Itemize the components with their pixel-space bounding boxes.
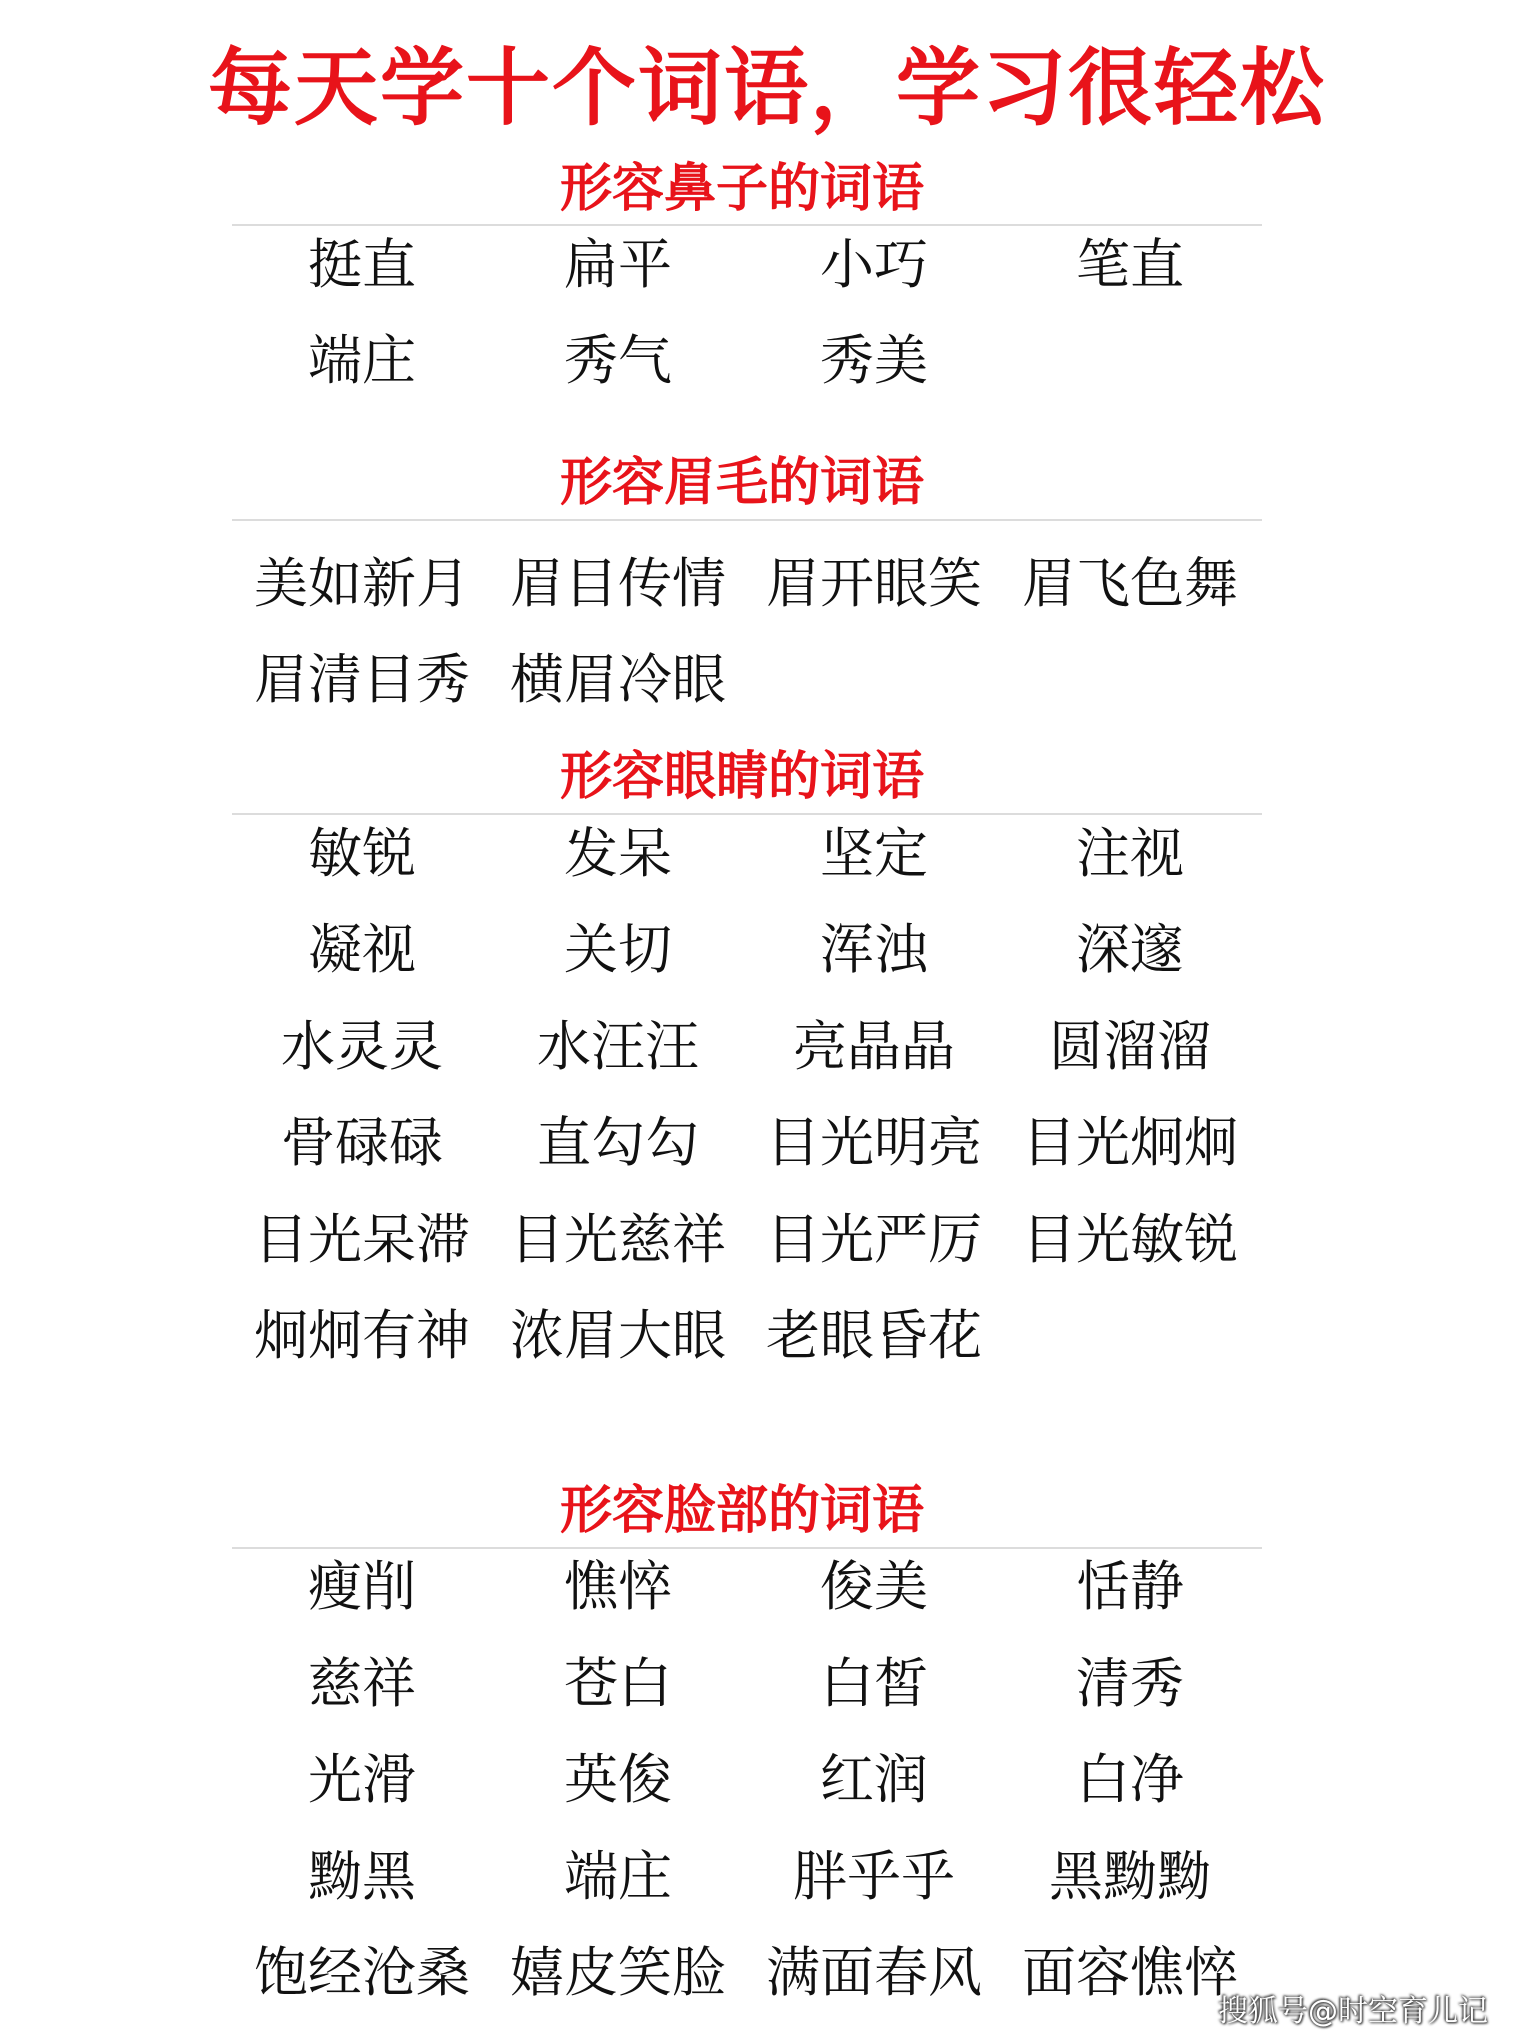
word-item: 横眉冷眼 bbox=[510, 648, 726, 711]
word-item: 笔直 bbox=[1076, 233, 1184, 296]
word-item: 浑浊 bbox=[820, 918, 928, 981]
word-item: 瘦削 bbox=[308, 1555, 416, 1618]
word-item: 老眼昏花 bbox=[766, 1304, 982, 1367]
word-item: 端庄 bbox=[564, 1845, 672, 1908]
section-divider bbox=[232, 1547, 1262, 1549]
word-item: 小巧 bbox=[820, 233, 928, 296]
word-item: 目光严厉 bbox=[766, 1208, 982, 1271]
word-item: 炯炯有神 bbox=[254, 1304, 470, 1367]
watermark: 搜狐号@时空育儿记 bbox=[1218, 1994, 1488, 2029]
word-item: 目光敏锐 bbox=[1022, 1208, 1238, 1271]
word-item: 注视 bbox=[1076, 822, 1184, 885]
section-heading-eyes: 形容眼睛的词语 bbox=[559, 747, 924, 807]
word-item: 嬉皮笑脸 bbox=[510, 1941, 726, 2004]
word-item: 饱经沧桑 bbox=[254, 1941, 470, 2004]
word-item: 秀美 bbox=[820, 329, 928, 392]
word-item: 圆溜溜 bbox=[1049, 1015, 1211, 1078]
word-item: 恬静 bbox=[1076, 1555, 1184, 1618]
word-item: 端庄 bbox=[308, 329, 416, 392]
word-item: 秀气 bbox=[564, 329, 672, 392]
word-item: 凝视 bbox=[308, 918, 416, 981]
word-item: 面容憔悴 bbox=[1022, 1941, 1238, 2004]
word-item: 关切 bbox=[564, 918, 672, 981]
word-item: 美如新月 bbox=[254, 552, 470, 615]
word-item: 直勾勾 bbox=[537, 1111, 699, 1174]
section-divider bbox=[232, 224, 1262, 226]
word-item: 亮晶晶 bbox=[793, 1015, 955, 1078]
word-item: 浓眉大眼 bbox=[510, 1304, 726, 1367]
word-item: 白皙 bbox=[820, 1652, 928, 1715]
section-divider bbox=[232, 519, 1262, 521]
section-divider bbox=[232, 813, 1262, 815]
word-item: 坚定 bbox=[820, 822, 928, 885]
word-item: 黑黝黝 bbox=[1049, 1845, 1211, 1908]
word-item: 骨碌碌 bbox=[281, 1111, 443, 1174]
word-item: 目光呆滞 bbox=[254, 1208, 470, 1271]
word-item: 水灵灵 bbox=[281, 1015, 443, 1078]
word-item: 俊美 bbox=[820, 1555, 928, 1618]
word-item: 满面春风 bbox=[766, 1941, 982, 2004]
word-item: 眉开眼笑 bbox=[766, 552, 982, 615]
word-item: 慈祥 bbox=[308, 1652, 416, 1715]
word-item: 眉飞色舞 bbox=[1022, 552, 1238, 615]
section-heading-face: 形容脸部的词语 bbox=[559, 1481, 924, 1541]
page-title: 每天学十个词语，学习很轻松 bbox=[207, 39, 1326, 137]
word-item: 敏锐 bbox=[308, 822, 416, 885]
section-heading-eyebrows: 形容眉毛的词语 bbox=[559, 453, 924, 513]
word-item: 目光慈祥 bbox=[510, 1208, 726, 1271]
word-item: 发呆 bbox=[564, 822, 672, 885]
word-item: 白净 bbox=[1076, 1748, 1184, 1811]
word-item: 黝黑 bbox=[308, 1845, 416, 1908]
word-item: 憔悴 bbox=[564, 1555, 672, 1618]
word-item: 扁平 bbox=[564, 233, 672, 296]
word-item: 光滑 bbox=[308, 1748, 416, 1811]
word-item: 目光明亮 bbox=[766, 1111, 982, 1174]
word-item: 挺直 bbox=[308, 233, 416, 296]
word-item: 红润 bbox=[820, 1748, 928, 1811]
word-item: 清秀 bbox=[1076, 1652, 1184, 1715]
word-item: 眉清目秀 bbox=[254, 648, 470, 711]
section-heading-nose: 形容鼻子的词语 bbox=[559, 159, 924, 219]
word-item: 深邃 bbox=[1076, 918, 1184, 981]
word-item: 眉目传情 bbox=[510, 552, 726, 615]
word-item: 苍白 bbox=[564, 1652, 672, 1715]
word-item: 目光炯炯 bbox=[1022, 1111, 1238, 1174]
word-item: 胖乎乎 bbox=[793, 1845, 955, 1908]
word-item: 英俊 bbox=[564, 1748, 672, 1811]
word-item: 水汪汪 bbox=[537, 1015, 699, 1078]
